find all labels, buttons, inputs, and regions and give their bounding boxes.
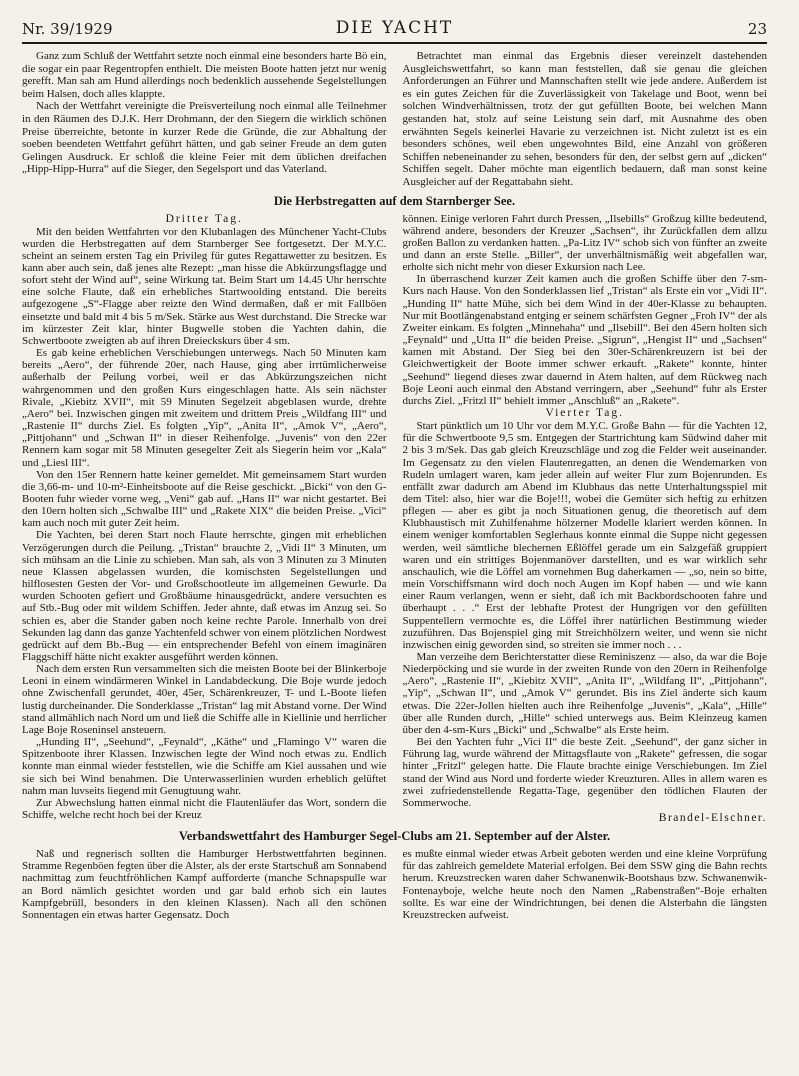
top-left-column: [22, 50, 387, 189]
top-right-column: [403, 50, 768, 189]
paragraph: Man verzeihe dem Berichterstatter diese Reminiszenz — also, da war die Boje Niederpöcking und sie wurde in der zweiten Runde von den 20ern in Reihenfolge „Aero“, „Rastenie II“, „Kiebitz XVII“, „Anita II“, „Wildfang II“, „Pittjohann“, „Yip“, „Schwan II“, und „Amok V“ gerundet. Bis ins Ziel änderte sich kaum etwas. Die 22er-Jollen hielten auch ihre Reihenfolge „Juvenis“, „Kala“, „Hille“ über alle Runden durch, „Hille“ schied unterwegs aus. Beim Kleinzeug kamen über den 4-sm-Kurs „Bicki“ und „Schwalbe“ als Erste heim.: [402, 651, 767, 736]
paragraph: es mußte einmal wieder etwas Arbeit geboten werden und eine kleine Vorprüfung für das zahlreich gemeldete Material erfolgen. Bei dem SSW ging die Bahn rechts herum. Kreuzstrecken waren daher Schwanenwik-Bootshaus bzw. Schwanenwik-Fontenayboje, welche heute noch den Namen „Rabenstraßen“-Boje erhalten sollte. Es war eine der Windrichtungen, bei denen die Alsterbahn die längsten Kreuzstrecken aufweist.: [402, 848, 767, 921]
paragraph: Die Yachten, bei deren Start noch Flaute herrschte, gingen mit erheblichen Verzögerungen durch die Peilung. „Tristan“ brauchte 2, „Vidi II“ 3 Minuten, um sich mühsam an die Linie zu schieben. Man sah, als von 3 Minuten zu 3 Minuten neue Klassen abgelassen wurden, die komischsten Segelstellungen und hilflosesten Gesten der Vor- und Großschootleute im allgemeinen Gewurle. Da wurden Schooten gefiert und Großbäume hinausgedrückt, andere versuchten es auf Stb.-Bug oder mit wildem Schiffen. Jeder ahnte, daß etwas im Anzug sei. So schien es, aber die Stander gaben noch keine rechte Parole. Innerhalb von drei Sekunden lag dann das ganze Yachtenfeld schwer von einem plötzlichen Nordwest gedrückt auf dem Bb.-Bug — ein entsprechender Befehl von einem imaginären Flaggschiff hätte nicht exakter ausgeführt werden können.: [22, 529, 387, 663]
top-section: [22, 50, 767, 189]
paragraph: Betrachtet man einmal das Ergebnis dieser vereinzelt dastehenden Ausgleichswettfahrt, so kann man feststellen, daß sie genau die gleichen Anforderungen an Führer und Mannschaften stellt wie jede andere. Außerdem ist es ein gutes Zeichen für die Zuverlässigkeit von Takelage und Boot, wenn bei solchen Windverhältnissen, trotz der gut gefüllten Boote, bei welchen Mann gestanden hat, stolz auf seine Leistung sein darf, mit Ausnahme des oben erwähnten Segels keinerlei Havarie zu verzeichnen ist. Nicht zuletzt ist es ein besonders schönes, weil eben ungewohntes Bild, eine Anzahl von größeren Schiffen nebeneinander zu sehen, besonders für den, der selbst gern auf „dicken“ Schiffen segelt. Daher möchte man eigentlich bedauern, daß man sonst keine Ausgleicher auf der Regattabahn sieht.: [402, 50, 767, 188]
paragraph: Mit den beiden Wettfahrten vor den Klubanlagen des Münchener Yacht-Clubs wurden die Herbstregatten auf dem Starnberger See fortgesetzt. Der M.Y.C. scheint an seinem ersten Tag ein Privileg für gutes Regattawetter zu besitzen. Es kann aber auch sein, daß jenes alte Rezept: „man hisse die Abkürzungsflagge und sofort steht der Wind auf“, seine Wirkung tat. Beim Start um 14.45 Uhr herrschte eine solche Flaute, daß ein erhebliches Startwoolding entstand. Die bereits aufgezogene „S“-Flagge aber reizte den Wind dermaßen, daß er mit Fallböen einsetzte und bald mit 4 bis 5 m/Sek. Stärke aus West durchstand. Die Strecke war im kürzester Zeit klar, hinter Bugwelle stoben die Yachten dahin, die Schwertboote zweigten ab auf ihren Dreieckskurs über 4 sm.: [22, 225, 387, 347]
author-byline: Brandel-Elschner.: [658, 812, 767, 825]
paragraph: Bei den Yachten fuhr „Vici II“ die beste Zeit. „Seehund“, der ganz sicher in Führung lag, wurde während der Mittagsflaute von „Rakete“ gefressen, die sogar hinter „Fritzl“ gelegen hatte. Die Flaute brachte einige Verschiebungen. Im Ziel stand der Wind aus Nord und forderte wieder Kreuzturen. Alles in allem waren es zwei zufriedenstellende Regatta-Tage, gegenüber den tödlichen Flauten der Sommerwoche.: [402, 736, 767, 809]
article-heading-starnberg: Die Herbstregatten auf dem Starnberger See.: [273, 193, 516, 208]
paragraph: Nach dem ersten Run versammelten sich die meisten Boote bei der Blinkerboje Leoni in einem windärmeren Winkel in Landabdeckung. Die Boje wurde jedoch ohne Zwischenfall gerundet, 40er, 45er, Schärenkreuzer, T- und L-Boote liefen lustig durcheinander. Die Sonderklasse „Tristan“ lag mit Abstand vorne. Der Wind stand allmählich nach Nord um und ließ die Schiffe alle in Kiellinie und herrlicher Lage Boje Roseninsel ansteuern.: [22, 663, 387, 736]
magazine-title: DIE YACHT: [335, 18, 454, 38]
hamburg-left-column: [22, 848, 387, 921]
paragraph: Es gab keine erheblichen Verschiebungen unterwegs. Nach 50 Minuten kam bereits „Aero“, der führende 20er, nach Hause, ging aber irrtümlicherweise außerhalb der Peilung vorbei, weil er das Abkürzungszeichen nicht wahrgenommen und den großen Kurs eingeschlagen hatte. Als sein nächster Rivale, „Kiebitz XVII“, mit 59 Minuten Segelzeit abgeblasen wurde, drehte „Aero“ bei. Inzwischen gingen mit zweitem und drittem Preis „Wildfang III“ und „Rastenie II“ durchs Ziel. Es folgten „Yip“, „Anita II“, „Amok V“, „Aero“, „Pittjohann“ und „Schwan II“ in dieser Reihenfolge. „Juvenis“ von den 22er Rennern kam sogar mit 58 Minuten gesegelter Zeit als Siegerin heim vor „Kala“ und „Liesl III“.: [22, 347, 387, 469]
starnberg-right-column: [403, 213, 768, 825]
paragraph: Von den 15er Rennern hatte keiner gemeldet. Mit gemeinsamem Start wurden die 3,66-m- und 10-m²-Einheitsboote auf die Reise geschickt. „Bicki“ von den G-Booten fuhr wieder vorne weg, „Veni“ gab auf. „Hans II“ war nicht gestartet. Bei den 10ern holten sich „Schwalbe III“ und „Rakete XIX“ die beiden Preise. „Vici“ kam auch noch mit guter Zeit heim.: [22, 468, 387, 530]
paragraph: Start pünktlich um 10 Uhr vor dem M.Y.C. Große Bahn — für die Yachten 12, für die Schwertboote 9,5 sm. Entgegen der Startrichtung kam Südwind daher mit 2 bis 3 m/Sek. Das gab gleich Kreuzschläge und zog die Felder weit auseinander. Im Gegensatz zu den vielen Flautenregatten, an denen die Wendemarken von Rudeln umlagert waren, kam jeder allein auf weiter Flur zum Bojenrunden. Es entfällt zwar dadurch am Abend im Klubhaus das nette Unterhaltungsspiel mit dem Titel: also, hier war die Boje!!!, wobei die Gemüter sich heftig zu erhitzen pflegen — aber es gibt ja noch Situationen genug, die theoretisch auf dem Klubhaustisch mit Zuhilfenahme hölzerner Modelle klariert werden können. In einem weniger komfortablen Seglerhaus konnte einmal die Suppe nicht gegessen werden, weil sämtliche blechernen Eßlöffel gerade um ein Salzgefäß gruppiert waren und ein strittiges Bojenmanöver darstellten, und es war wirklich sehr anschaulich, wie die Löffel am vornehmen Bug daherkamen — „so, nein so bitte, mein Vorschiffsmann wird doch noch Augen im Kopf haben — und wie kann einer Raum verlangen, wenn er sieht, daß ich mit Backbordschooten fahre und überhaupt . . .“ Erst der lebhafte Protest der Hungrigen vor den gefüllten Suppentellern vermochte es, die Löffel ihrer natürlichen Bestimmung wieder zuzuführen. Das Bojenspiel ging mit Streichhölzern weiter, und wenn sie nicht inzwischen einig geworden sind, so streiten sie immer noch . . .: [402, 420, 767, 651]
paragraph: Ganz zum Schluß der Wettfahrt setzte noch einmal eine besonders harte Bö ein, die sogar ein paar Regentropfen enthielt. Die meisten Boote hatten jetzt nur wenig gerefft. Man sah am Hund allerdings noch bedenklich aussehende Segelstellungen beim Halsen, doch alles klappte.: [22, 50, 387, 100]
header-rule: [22, 42, 767, 44]
subheading-day-three: Dritter Tag.: [165, 212, 243, 225]
paragraph: Zur Abwechslung hatten einmal nicht die Flautenläufer das Wort, sondern die Schiffe, welche recht hoch bei der Kreuz: [22, 796, 387, 822]
starnberg-section: [22, 213, 767, 825]
hamburg-right-column: [403, 848, 768, 921]
article-heading-hamburg: Verbandswettfahrt des Hamburger Segel-Clubs am 21. September auf der Alster.: [178, 829, 611, 844]
paragraph: In überraschend kurzer Zeit kamen auch die großen Schiffe über den 7-sm-Kurs nach Hause. Von den Sonderklassen lief „Tristan“ als Erste ein vor „Vidi II“. „Hunding II“ hatte Mühe, sich bei dem Wind in der 40er-Klasse zu behaupten. Nur mit Bootlängenabstand entging er seinem schärfsten Gegner „Froh IV“ der als Zweiter einkam. Es folgten „Minnehaha“ und „Ilsebill“. Bei den 45ern holten sich „Feynald“ und „Utta II“ die beiden Preise. „Sigrun“, „Hengist II“ und „Sachsen“ kamen mit Abstand. Der Sieg bei den 30er-Schärenkreuzern ist bei der Gleichwertigkeit der Boote immer schwer erkauft. „Rakete“ konnte, hinter „Seehund“ liegend dieses zwar dauernd in Atem halten, auf dem Rückweg nach Boje Leoni auch einmal den Abstand verringern, aber „Seehund“ fuhr als Erster durchs Ziel. „Fritzl II“ behielt immer „Anschluß“ an „Rakete“.: [402, 273, 767, 407]
subheading-day-four: Vierter Tag.: [545, 407, 624, 420]
issue-number: Nr. 39/1929: [22, 20, 113, 38]
paragraph: Naß und regnerisch sollten die Hamburger Herbstwettfahrten beginnen. Stramme Regenböen fegten über die Alster, als der erste Startschuß am Sonnabend nachmittag zum feuchtfröhlichen Kampf aufforderte (manche Schnapspulle war an Bord nämlich gesichtet worden und gar bald erhob sich ein lautes Kampfgebrüll, besonders in den kleinen Klassen). Nach all den schönen Sonnentagen ein etwas harter Gegensatz. Doch: [22, 848, 387, 921]
paragraph: Nach der Wettfahrt vereinigte die Preisverteilung noch einmal alle Teilnehmer in den Räumen des D.J.K. Herr Drohmann, der den Siegern die wirklich schönen Preise überreichte, betonte in kurzer Rede die Gründe, die zur Abhaltung der soeben beendeten Wettfahrt geführt hätten, und gab seiner Freude an dem guten Gelingen Ausdruck. Er schloß die kleine Feier mit dem üblichen dreifachen „Hipp-Hipp-Hurra“ auf die Sieger, den Segelsport und das Vaterland.: [22, 100, 387, 176]
page-header: [22, 0, 767, 40]
starnberg-left-column: [22, 213, 387, 825]
hamburg-section: [22, 848, 767, 921]
paragraph: können. Einige verloren Fahrt durch Pressen, „Ilsebills“ Großzug killte bedeutend, während andere, besonders der Kreuzer „Sachsen“, ihr Zurückfallen dem allzu großen Ballon zu verdanken hatten. „Pa-Litz IV“ schob sich von fünfter an zweite und dann an erste Stelle. „Biller“, der unverhältnismäßig weit abgefallen war, erholte sich nicht mehr von dieser Exkursion nach Lee.: [402, 212, 767, 274]
paragraph: „Hunding II“, „Seehund“, „Feynald“, „Käthe“ und „Flamingo V“ waren die Spitzenboote ihrer Klassen. Inzwischen legte der Wind noch etwas zu. Endlich konnte man einmal wieder feststellen, wie die Schiffe am Kiel aussahen und wie sie sich bei Wind benahmen. Die Unterwasserlinien wurden erheblich gelüftet nahm man luvseits liegend mit Genugtuung wahr.: [22, 736, 387, 797]
page-number: 23: [747, 20, 767, 38]
